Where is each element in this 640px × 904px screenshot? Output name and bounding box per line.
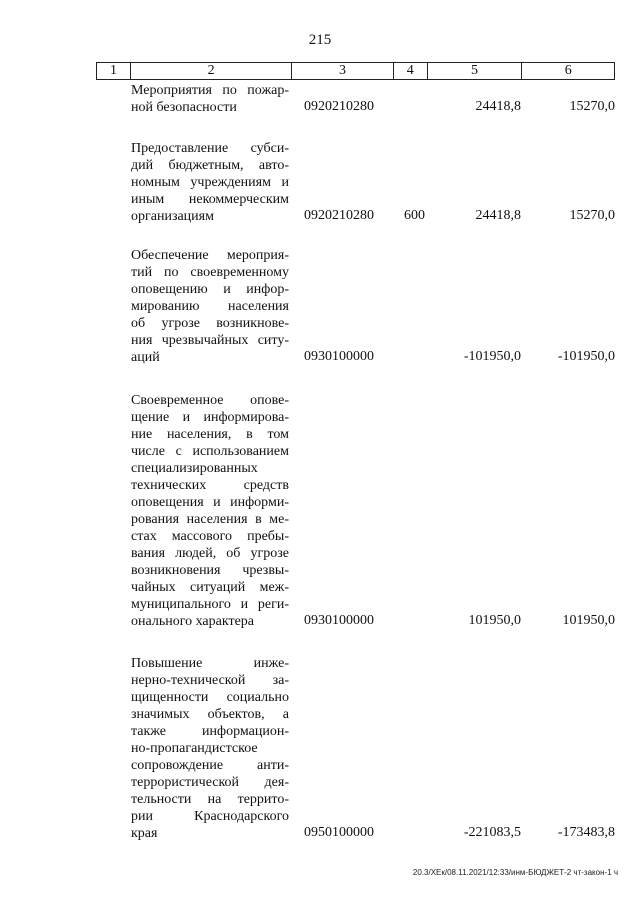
header-col-2: 2 xyxy=(131,63,292,79)
header-col-4: 4 xyxy=(394,63,428,79)
table-header xyxy=(96,62,615,80)
row-code: 0920210280 xyxy=(304,208,374,223)
row-description: Предоставление субси- дий бюджетным, авто- номным учреждениям и иным некоммерческим организациям xyxy=(131,141,289,224)
row-code: 0920210280 xyxy=(304,99,374,114)
header-col-1: 1 xyxy=(97,63,131,79)
footer-stamp: 20.3/ХЕк/08.11.2021/12:33/инм-БЮДЖЕТ-2 чт-закон-1 ч xyxy=(412,868,618,877)
row-description: Повышение инже- нерно-технической за- щищенности социально значимых объектов, а также информацион- но-пропагандистское сопровождение анти- террористической дея- тельности на террито- рии Краснодарского края xyxy=(131,656,289,841)
row-value-6: 15270,0 xyxy=(569,208,615,223)
row-value-5: 24418,8 xyxy=(475,208,521,223)
row-code: 0930100000 xyxy=(304,349,374,364)
row-description: Обеспечение мероприя- тий по своевременному оповещению и инфор- мированию населения об угрозе возникнове- ния чрезвычайных ситу- аций xyxy=(131,248,289,365)
row-value-6: 15270,0 xyxy=(569,99,615,114)
header-col-5: 5 xyxy=(428,63,523,79)
row-value-5: 101950,0 xyxy=(468,613,521,628)
row-value-6: -101950,0 xyxy=(557,349,615,364)
row-code: 0930100000 xyxy=(304,613,374,628)
row-description: Мероприятия по пожар- ной безопасности xyxy=(131,83,289,115)
row-value-5: 24418,8 xyxy=(475,99,521,114)
header-col-3: 3 xyxy=(292,63,394,79)
header-col-6: 6 xyxy=(564,63,572,78)
row-value-6: 101950,0 xyxy=(562,613,615,628)
row-value-5: -101950,0 xyxy=(463,349,521,364)
row-value-5: -221083,5 xyxy=(463,825,521,840)
page-number: 215 xyxy=(308,32,332,48)
row-type: 600 xyxy=(404,208,425,223)
row-code: 0950100000 xyxy=(304,825,374,840)
row-description: Своевременное опове- щение и информирова- ние населения, в том числе с использованием специализированных технических средств оповещения и информи- рования населения в ме- стах массового пребы- вания людей, об угрозе возникновения чрезвы- чайных ситуаций меж- муниципального и реги- онального характера xyxy=(131,393,289,629)
row-value-6: -173483,8 xyxy=(557,825,615,840)
